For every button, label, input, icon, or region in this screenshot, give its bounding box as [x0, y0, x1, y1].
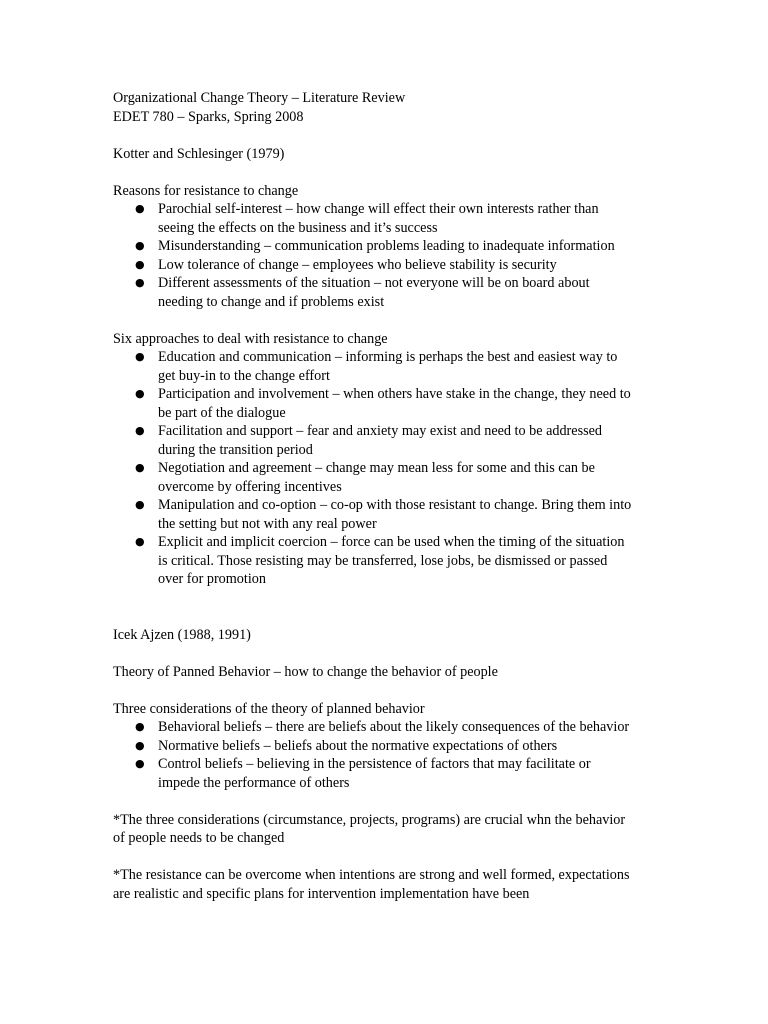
theory-line: Theory of Panned Behavior – how to change the behavior of people — [113, 663, 498, 680]
bullet-icon: ● — [135, 738, 145, 752]
list-item-text: Misunderstanding – communication problems leading to inadequate information — [158, 238, 615, 254]
list-item — [113, 256, 633, 275]
considerations-list — [113, 718, 633, 792]
list-item-text: Low tolerance of change – employees who believe stability is security — [158, 256, 557, 273]
bullet-icon: ● — [135, 276, 145, 289]
bullet-icon: ● — [135, 535, 145, 548]
list-item-text: Different assessments of the situation – not everyone will be on board about needing to change and if problems exist — [158, 275, 590, 310]
list-item-text: Education and communication – informing is perhaps the best and easiest way to get buy-in to the change effort — [158, 349, 618, 384]
list-item — [113, 274, 633, 311]
list-item-text: Manipulation and co-option – co-op with those resistant to change. Bring them into the setting but not with any real power — [158, 497, 632, 532]
reasons-title: Reasons for resistance to change — [113, 182, 299, 199]
document-content — [113, 89, 633, 903]
list-item-text: Behavioral beliefs – there are beliefs about the likely consequences of the behavior — [158, 719, 630, 735]
list-item-text: Negotiation and agreement – change may mean less for some and this can be overcome by offering incentives — [158, 460, 595, 495]
bullet-icon: ● — [135, 257, 145, 271]
list-item-text: Control beliefs – believing in the persistence of factors that may facilitate or impede the performance of others — [158, 756, 591, 791]
note-paragraph: *The resistance can be overcome when intentions are strong and well formed, expectations are realistic and specific plans for intervention implementation have been — [113, 867, 630, 902]
section-heading-ajzen: Icek Ajzen (1988, 1991) — [113, 626, 251, 643]
document-title: Organizational Change Theory – Literature Review — [113, 90, 406, 106]
bullet-icon: ● — [135, 424, 145, 437]
list-item — [113, 459, 633, 496]
list-item — [113, 533, 633, 589]
list-item-text: Parochial self-interest – how change will effect their own interests rather than seeing the effects on the business and it’s success — [158, 201, 599, 236]
bullet-icon: ● — [135, 498, 145, 511]
list-item — [113, 737, 633, 756]
course-line: EDET 780 – Sparks, Spring 2008 — [113, 108, 304, 125]
bullet-icon: ● — [135, 461, 145, 474]
bullet-icon: ● — [135, 720, 145, 733]
list-item — [113, 237, 633, 256]
list-item — [113, 718, 633, 737]
bullet-icon: ● — [135, 202, 145, 215]
list-item — [113, 200, 633, 237]
section-heading-kotter: Kotter and Schlesinger (1979) — [113, 145, 285, 162]
bullet-icon: ● — [135, 757, 145, 770]
list-item-text: Participation and involvement – when others have stake in the change, they need to be part of the dialogue — [158, 386, 631, 421]
considerations-title: Three considerations of the theory of planned behavior — [113, 700, 425, 717]
approaches-title: Six approaches to deal with resistance to change — [113, 330, 388, 347]
list-item — [113, 422, 633, 459]
bullet-icon: ● — [135, 387, 145, 400]
list-item — [113, 755, 633, 792]
list-item — [113, 496, 633, 533]
note-paragraph: *The three considerations (circumstance, projects, programs) are crucial whn the behavior of people needs to be changed — [113, 811, 626, 846]
list-item-text: Normative beliefs – beliefs about the normative expectations of others — [158, 737, 558, 754]
list-item — [113, 348, 633, 385]
list-item-text: Explicit and implicit coercion – force can be used when the timing of the situation is critical. Those resisting may be transferred, lose jobs, be dismissed or passed over for promotion — [158, 534, 625, 587]
bullet-icon: ● — [135, 350, 145, 363]
list-item-text: Facilitation and support – fear and anxiety may exist and need to be addressed during the transition period — [158, 423, 603, 458]
approaches-list — [113, 348, 633, 589]
bullet-icon: ● — [135, 239, 145, 252]
reasons-list — [113, 200, 633, 311]
list-item — [113, 385, 633, 422]
